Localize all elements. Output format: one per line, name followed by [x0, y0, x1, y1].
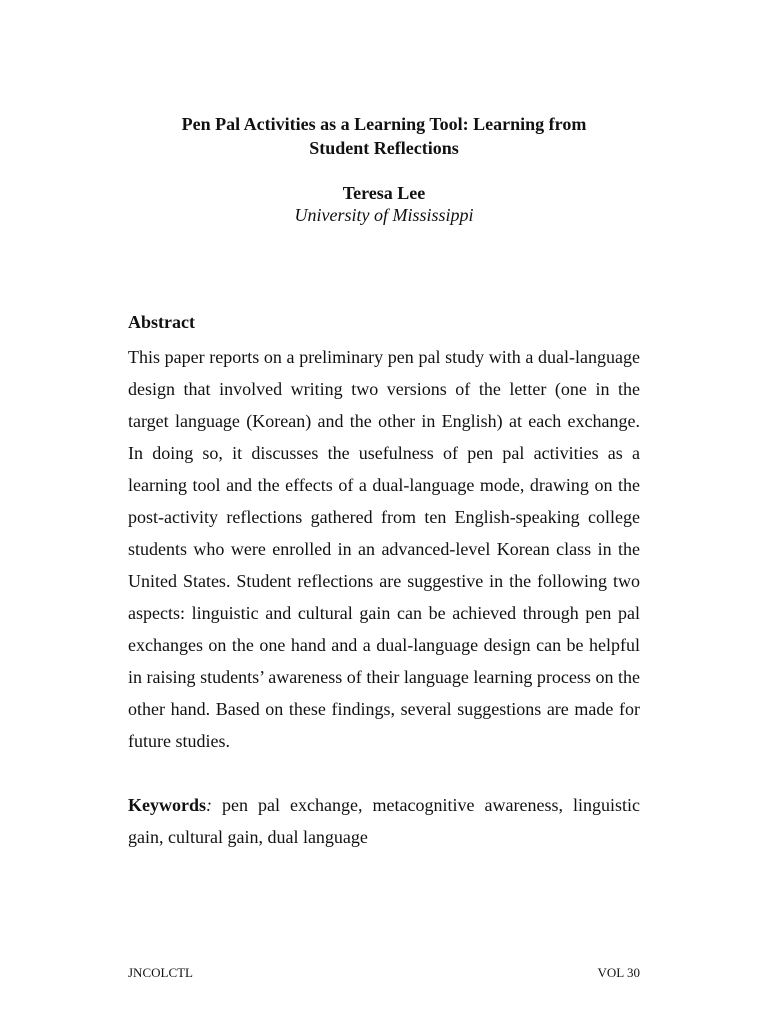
author-name: Teresa Lee — [342, 183, 426, 203]
paper-title — [100, 112, 668, 160]
footer-journal-name: JNCOLCTL — [128, 965, 193, 980]
author-affiliation: University of Mississippi — [294, 205, 474, 225]
keywords-label: Keywords — [128, 795, 206, 815]
keywords-text: pen pal exchange, metacognitive awareness, linguistic gain, cultural gain, dual language — [128, 795, 640, 847]
keywords-colon: : — [206, 795, 212, 815]
keywords-paragraph — [128, 789, 640, 853]
paper-title-line-2: Student Reflections — [309, 138, 459, 158]
abstract-heading: Abstract — [128, 312, 195, 332]
paper-title-line-1: Pen Pal Activities as a Learning Tool: Learning from — [181, 114, 587, 134]
footer-volume: VOL 30 — [597, 965, 640, 980]
abstract-body: This paper reports on a preliminary pen pal study with a dual-language design that involved writing two versions of the letter (one in the target language (Korean) and the other in English) at each exchange. In doing so, it discusses the usefulness of pen pal activities as a learning tool and the effects of a dual-language mode, drawing on the post-activity reflections gathered from ten English-speaking college students who were enrolled in an advanced-level Korean class in the United States. Student reflections are suggestive in the following two aspects: linguistic and cultural gain can be achieved through pen pal exchanges on the one hand and a dual-language design can be helpful in raising students’ awareness of their language learning process on the other hand. Based on these findings, several suggestions are made for future studies. — [128, 347, 640, 751]
